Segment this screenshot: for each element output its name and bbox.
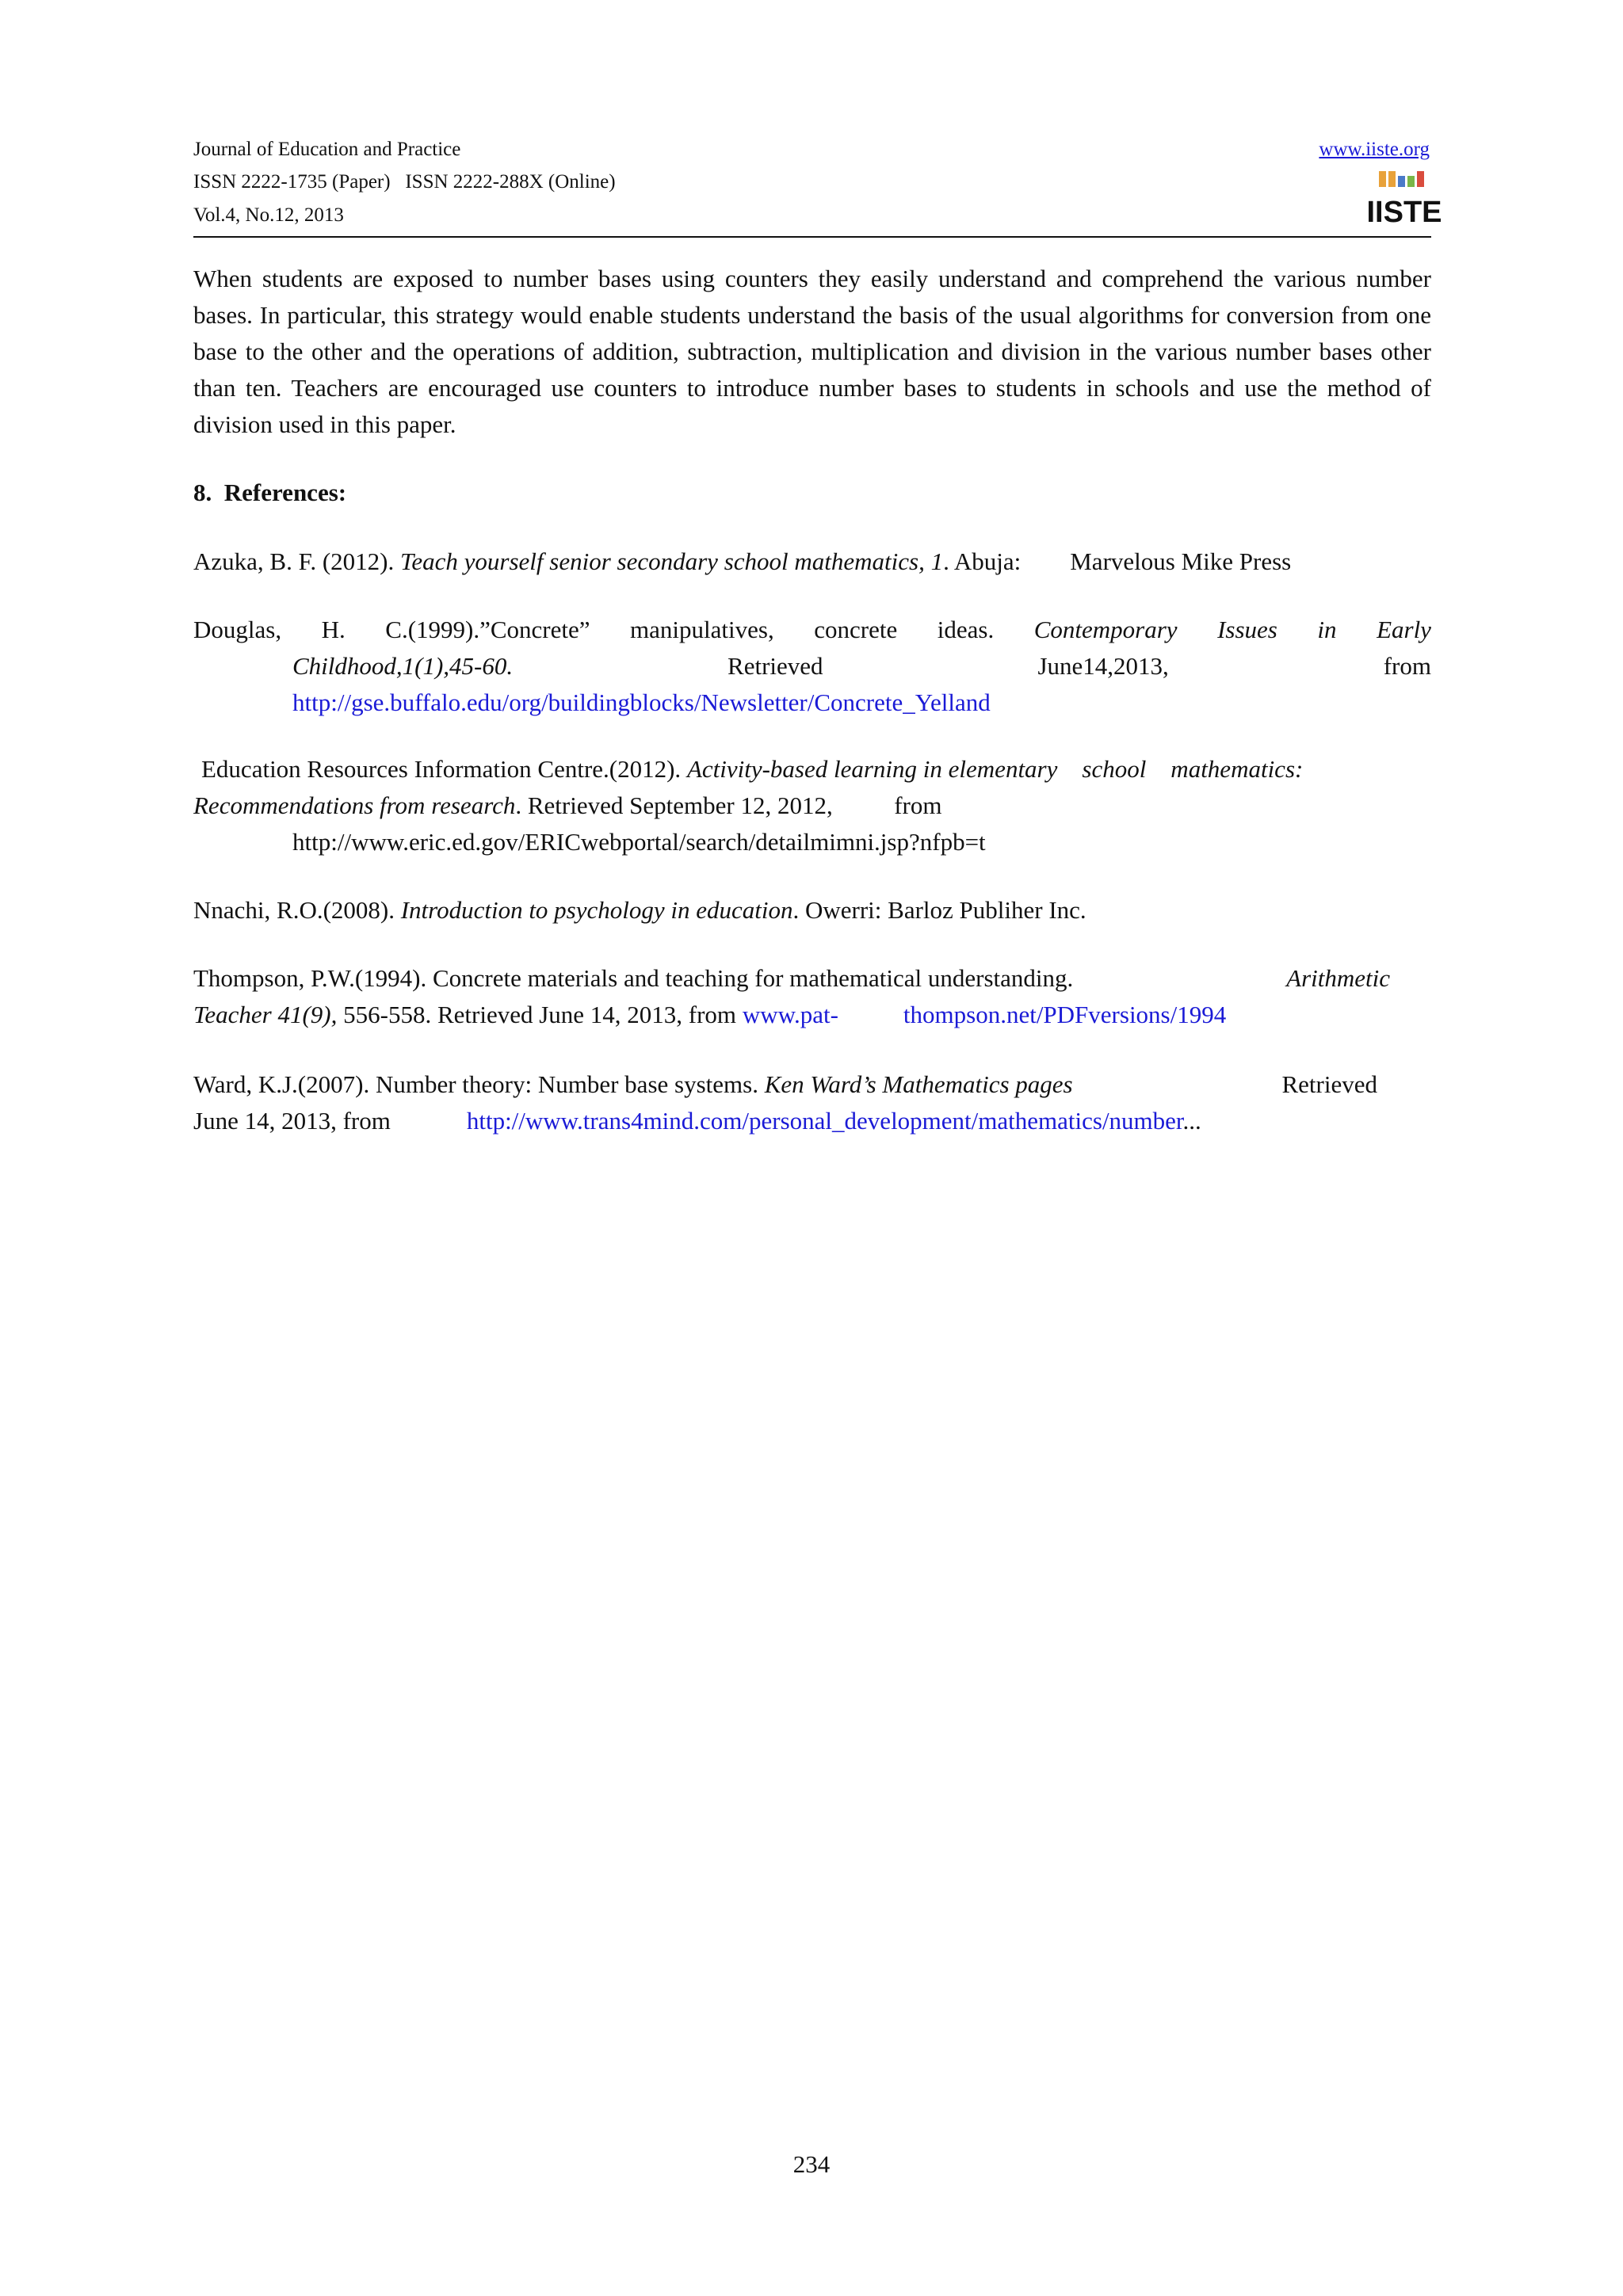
reference-azuka — [193, 543, 1431, 580]
ref-authors-title: Thompson, P.W.(1994). Concrete materials and teaching for mathematical understanding. — [193, 964, 1074, 992]
ref-retrieved: Retrieved — [727, 652, 823, 680]
ref-journal-cont: Teacher 41(9), — [193, 1001, 338, 1028]
ref-word: ideas. — [937, 616, 995, 643]
ref-title: Introduction to psychology in education — [400, 896, 793, 924]
svg-text:IISTE: IISTE — [1366, 196, 1442, 229]
intro-paragraph: When students are exposed to number bases using counters they easily understand and comprehend the various number bases. In particular, this strategy would enable students understand the basis of the usual algorithms for conversion from one base to the other and the operations of addition, subtraction, multiplication and division in the various number bases other than ten. Teachers are encouraged use counters to introduce number bases to students in schools and use the method of division used in this paper. — [193, 265, 1431, 438]
ref-journal: Arithmetic — [1286, 964, 1390, 992]
header-rule — [193, 236, 1431, 238]
ref-title: Activity-based learning in elementary school mathematics: — [686, 755, 1304, 783]
ref-url-link[interactable]: http://gse.buffalo.edu/org/buildingblocks/Newsletter/Concrete_Yelland — [292, 688, 991, 716]
ref-retrieved: 556-558. Retrieved June 14, 2013, from — [337, 1001, 743, 1028]
references-heading: 8. References: — [193, 479, 347, 506]
ref-date: June14,2013, — [1037, 652, 1169, 680]
ref-url-link[interactable]: http://www.trans4mind.com/personal_development/mathematics/number — [466, 1107, 1183, 1135]
ref-word: Contemporary — [1033, 616, 1178, 643]
ref-from: from — [1383, 652, 1431, 680]
ref-word: Douglas, — [193, 616, 282, 643]
ref-url-link[interactable]: www.pat- — [742, 1001, 838, 1028]
volume-line: Vol.4, No.12, 2013 — [193, 204, 344, 226]
ref-word: H. — [321, 616, 346, 643]
ref-word: Issues — [1217, 616, 1277, 643]
ref-authors: Ward, K.J.(2007). Number theory: Number base systems. — [193, 1070, 765, 1098]
ref-title: Teach yourself senior secondary school mathematics, 1 — [400, 547, 944, 575]
reference-eric — [193, 751, 1431, 860]
ref-retrieved: . Retrieved September 12, 2012, from — [515, 791, 942, 819]
reference-nnachi — [193, 892, 1431, 929]
ref-authors: Nnachi, R.O.(2008). — [193, 896, 401, 924]
ref-word: C.(1999).”Concrete” — [385, 616, 590, 643]
issn-line: ISSN 2222-1735 (Paper) ISSN 2222-288X (Online) — [193, 171, 616, 193]
ref-url-link-cont[interactable]: thompson.net/PDFversions/1994 — [903, 1001, 1227, 1028]
ref-date: June 14, 2013, from — [193, 1107, 391, 1135]
ref-url: http://www.eric.ed.gov/ERICwebportal/search/detailmimni.jsp?nfpb=t — [292, 828, 986, 856]
ref-word: Early — [1377, 616, 1431, 643]
journal-name: Journal of Education and Practice — [193, 139, 461, 160]
page-number: 234 — [792, 2150, 831, 2178]
ref-authors: Azuka, B. F. (2012). — [193, 547, 400, 575]
ref-word: manipulatives, — [630, 616, 774, 643]
ref-retrieved: Retrieved — [1281, 1070, 1377, 1098]
ref-ellipsis: ... — [1182, 1107, 1201, 1135]
iiste-logo — [1366, 170, 1442, 229]
ref-journal: Childhood,1(1),45-60. — [292, 652, 514, 680]
ref-title-cont: Recommendations from research — [193, 791, 516, 819]
ref-word: in — [1317, 616, 1337, 643]
reference-douglas — [193, 612, 1431, 721]
ref-publisher: . Abuja: Marvelous Mike Press — [943, 547, 1292, 575]
ref-publisher: . Owerri: Barloz Publiher Inc. — [792, 896, 1086, 924]
reference-thompson — [193, 960, 1431, 1033]
website-link[interactable]: www.iiste.org — [1319, 139, 1430, 160]
ref-word: concrete — [814, 616, 898, 643]
ref-authors: Education Resources Information Centre.(2012). — [201, 755, 687, 783]
ref-title: Ken Ward’s Mathematics pages — [764, 1070, 1073, 1098]
reference-ward — [193, 1066, 1431, 1139]
